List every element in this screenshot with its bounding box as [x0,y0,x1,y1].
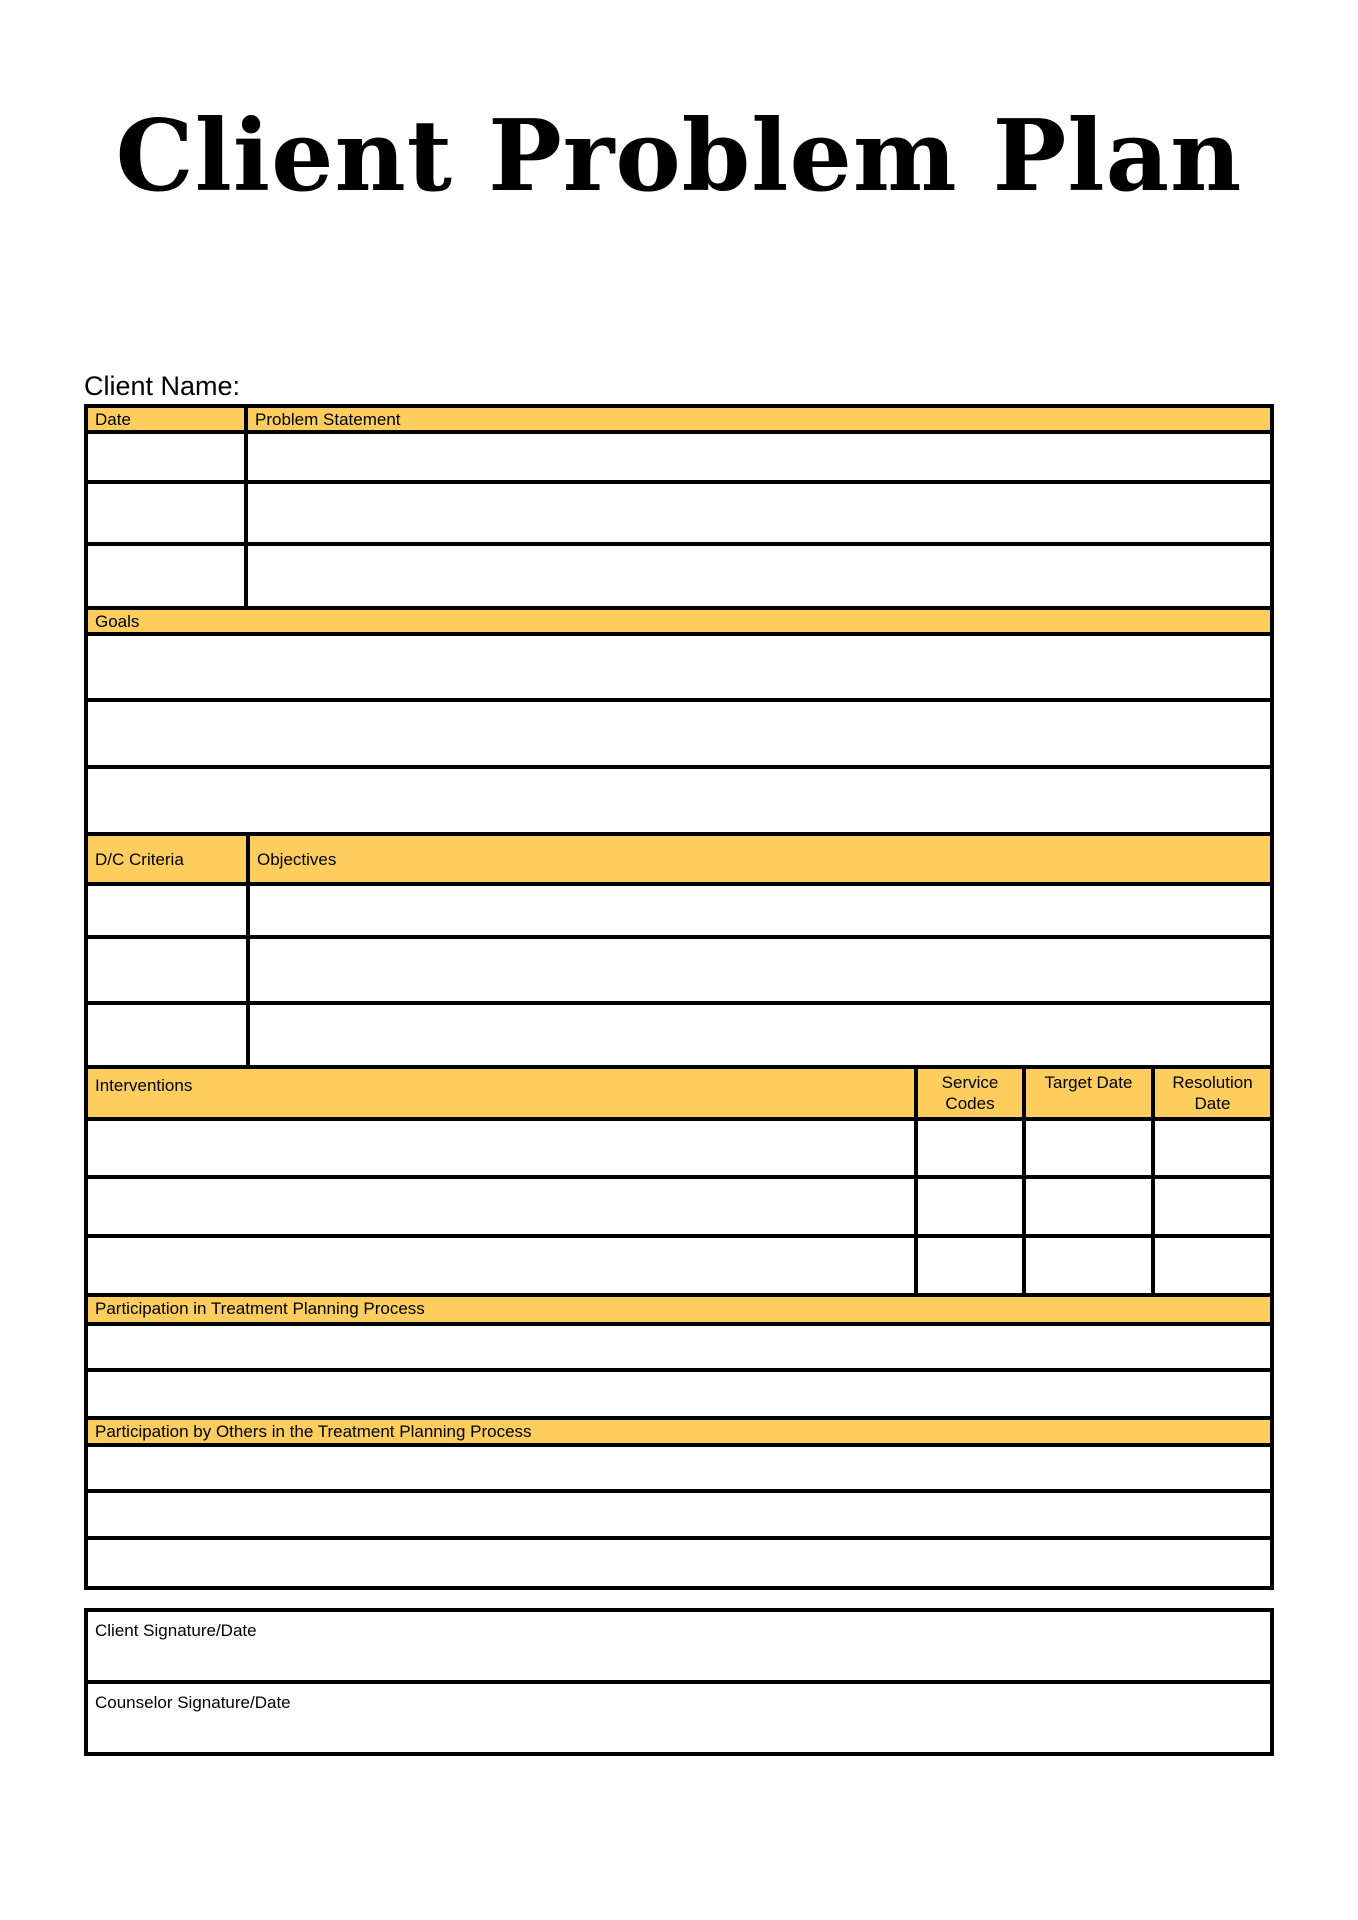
resolution-date-cell[interactable] [1153,1177,1272,1236]
dc-criteria-header: D/C Criteria [86,834,248,884]
service-codes-cell[interactable] [916,1236,1024,1295]
service-codes-cell[interactable] [916,1177,1024,1236]
participation-others-cell[interactable] [86,1491,1272,1538]
counselor-signature-field[interactable] [86,1682,1272,1754]
resolution-date-header: Resolution Date [1153,1067,1272,1119]
participation-others-cell[interactable] [86,1445,1272,1491]
interventions-cell[interactable] [86,1119,916,1177]
problem-statement-cell[interactable] [246,544,1272,608]
service-codes-header: Service Codes [916,1067,1024,1119]
counselor-signature-label: Counselor Signature/Date [95,1693,291,1712]
resolution-date-cell[interactable] [1153,1236,1272,1295]
interventions-table [84,1065,1274,1297]
resolution-date-cell[interactable] [1153,1119,1272,1177]
signature-table [84,1608,1274,1756]
objectives-cell[interactable] [248,884,1272,937]
problem-statement-table [84,404,1274,610]
date-cell[interactable] [86,482,246,544]
participation-cell[interactable] [86,1324,1272,1370]
participation-others-header: Participation by Others in the Treatment Planning Process [86,1418,1272,1445]
client-signature-field[interactable] [86,1610,1272,1682]
date-cell[interactable] [86,544,246,608]
objectives-cell[interactable] [248,937,1272,1003]
interventions-cell[interactable] [86,1236,916,1295]
goals-cell[interactable] [86,700,1272,767]
client-signature-label: Client Signature/Date [95,1621,257,1640]
goals-cell[interactable] [86,767,1272,834]
date-cell[interactable] [86,432,246,482]
dc-criteria-cell[interactable] [86,937,248,1003]
signature-block [84,1608,1274,1756]
goals-cell[interactable] [86,634,1272,700]
interventions-header: Interventions [86,1067,916,1119]
participation-header: Participation in Treatment Planning Process [86,1295,1272,1324]
problem-statement-header: Problem Statement [246,406,1272,432]
target-date-header: Target Date [1024,1067,1153,1119]
goals-table [84,606,1274,836]
problem-statement-cell[interactable] [246,432,1272,482]
client-name-label: Client Name: [84,371,241,401]
date-header: Date [86,406,246,432]
dc-criteria-cell[interactable] [86,884,248,937]
target-date-cell[interactable] [1024,1236,1153,1295]
participation-others-cell[interactable] [86,1538,1272,1588]
service-codes-cell[interactable] [916,1119,1024,1177]
problem-plan-form [84,404,1274,1590]
participation-table [84,1293,1274,1420]
dc-criteria-cell[interactable] [86,1003,248,1067]
participation-cell[interactable] [86,1370,1272,1418]
goals-header: Goals [86,608,1272,634]
problem-statement-cell[interactable] [246,482,1272,544]
objectives-header: Objectives [248,834,1272,884]
objectives-table [84,832,1274,1069]
objectives-cell[interactable] [248,1003,1272,1067]
page-title: Client Problem Plan [115,99,1243,214]
target-date-cell[interactable] [1024,1177,1153,1236]
target-date-cell[interactable] [1024,1119,1153,1177]
interventions-cell[interactable] [86,1177,916,1236]
participation-others-table [84,1416,1274,1590]
